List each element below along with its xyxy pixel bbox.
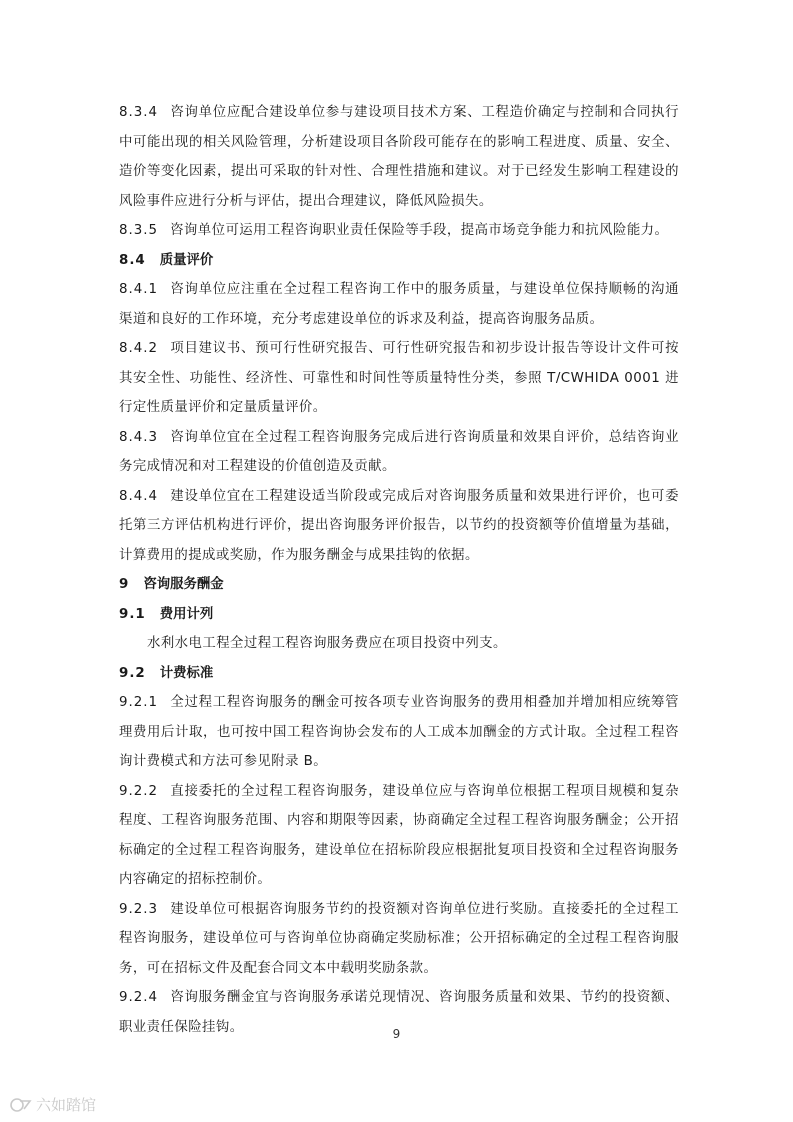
clause-text: 咨询单位宜在全过程工程咨询服务完成后进行咨询质量和效果自评价，总结咨询业务完成情况和对工程建设的价值创造及贡献。	[119, 429, 679, 474]
section-title: 费用计列	[159, 606, 214, 622]
clause-number: 8.4.3	[119, 429, 159, 445]
section-heading-9-1	[119, 600, 679, 630]
clause-number: 9.2.2	[119, 783, 159, 799]
clause-8-4-3	[119, 423, 679, 482]
section-number: 8.4	[119, 252, 146, 268]
clause-text: 全过程工程咨询服务的酬金可按各项专业咨询服务的费用相叠加并增加相应统筹管理费用后计取，也可按中国工程咨询协会发布的人工成本加酬金的方式计取。全过程工程咨询计费模式和方法可参见附录 B。	[119, 695, 679, 769]
paragraph-text: 水利水电工程全过程工程咨询服务费应在项目投资中列支。	[147, 636, 507, 651]
document-body	[119, 98, 679, 1042]
section-title: 质量评价	[159, 252, 214, 268]
watermark	[10, 1094, 96, 1115]
section-heading-8-4	[119, 246, 679, 276]
clause-8-3-5	[119, 216, 679, 246]
clause-number: 8.4.1	[119, 282, 159, 297]
clause-text: 建设单位可根据咨询服务节约的投资额对咨询单位进行奖励。直接委托的全过程工程咨询服务，建设单位可与咨询单位协商确定奖励标准；公开招标确定的全过程工程咨询服务，可在招标文件及配套合同文本中载明奖励条款。	[119, 901, 679, 976]
clause-number: 8.4.4	[119, 488, 159, 504]
clause-text: 咨询单位可运用工程咨询职业责任保险等手段，提高市场竞争能力和抗风险能力。	[170, 223, 669, 238]
clause-9-2-2	[119, 777, 679, 895]
clause-text: 咨询服务酬金宜与咨询服务承诺兑现情况、咨询服务质量和效果、节约的投资额、职业责任保险挂钩。	[119, 990, 679, 1035]
clause-number: 8.3.5	[119, 223, 159, 238]
chapter-title: 咨询服务酬金	[143, 577, 224, 592]
section-heading-9-2	[119, 659, 679, 689]
clause-number: 9.2.1	[119, 695, 159, 710]
clause-9-2-1	[119, 688, 679, 777]
chapter-number: 9	[119, 577, 130, 592]
section-number: 9.1	[119, 606, 146, 622]
clause-number: 9.2.3	[119, 901, 159, 917]
watermark-text: 六如踏馆	[36, 1096, 97, 1114]
clause-8-4-2	[119, 334, 679, 423]
clause-text: 建设单位宜在工程建设适当阶段或完成后对咨询服务质量和效果进行评价，也可委托第三方评估机构进行评价，提出咨询服务评价报告，以节约的投资额等价值增量为基础，计算费用的提成或奖励，作为服务酬金与成果挂钩的依据。	[119, 488, 679, 563]
clause-8-4-4	[119, 482, 679, 571]
section-number: 9.2	[119, 665, 146, 681]
clause-text: 直接委托的全过程工程咨询服务，建设单位应与咨询单位根据工程项目规模和复杂程度、工程咨询服务范围、内容和期限等因素，协商确定全过程工程咨询服务酬金；公开招标确定的全过程工程咨询服务，建设单位在招标阶段应根据批复项目投资和全过程咨询服务内容确定的招标控制价。	[119, 783, 679, 887]
clause-number: 8.4.2	[119, 341, 159, 356]
clause-text: 项目建议书、预可行性研究报告、可行性研究报告和初步设计报告等设计文件可按其安全性、功能性、经济性、可靠性和时间性等质量特性分类，参照 T/CWHIDA 0001 进行定性质量评价和定量质量评价。	[119, 341, 679, 415]
clause-number: 8.3.4	[119, 105, 159, 120]
paragraph-9-1	[119, 629, 679, 659]
section-title: 计费标准	[159, 665, 214, 681]
page-number: 9	[392, 1027, 401, 1041]
clause-number: 9.2.4	[119, 990, 159, 1005]
clause-9-2-3	[119, 895, 679, 984]
clause-text: 咨询单位应配合建设单位参与建设项目技术方案、工程造价确定与控制和合同执行中可能出现的相关风险管理，分析建设项目各阶段可能存在的影响工程进度、质量、安全、造价等变化因素，提出可采取的针对性、合理性措施和建议。对于已经发生影响工程建设的风险事件应进行分析与评估，提出合理建议，降低风险损失。	[119, 105, 679, 209]
clause-text: 咨询单位应注重在全过程工程咨询工作中的服务质量，与建设单位保持顺畅的沟通渠道和良好的工作环境，充分考虑建设单位的诉求及利益，提高咨询服务品质。	[119, 282, 679, 327]
chapter-heading-9	[119, 570, 679, 600]
clause-8-4-1	[119, 275, 679, 334]
logo-icon	[10, 1097, 32, 1113]
clause-8-3-4	[119, 98, 679, 216]
